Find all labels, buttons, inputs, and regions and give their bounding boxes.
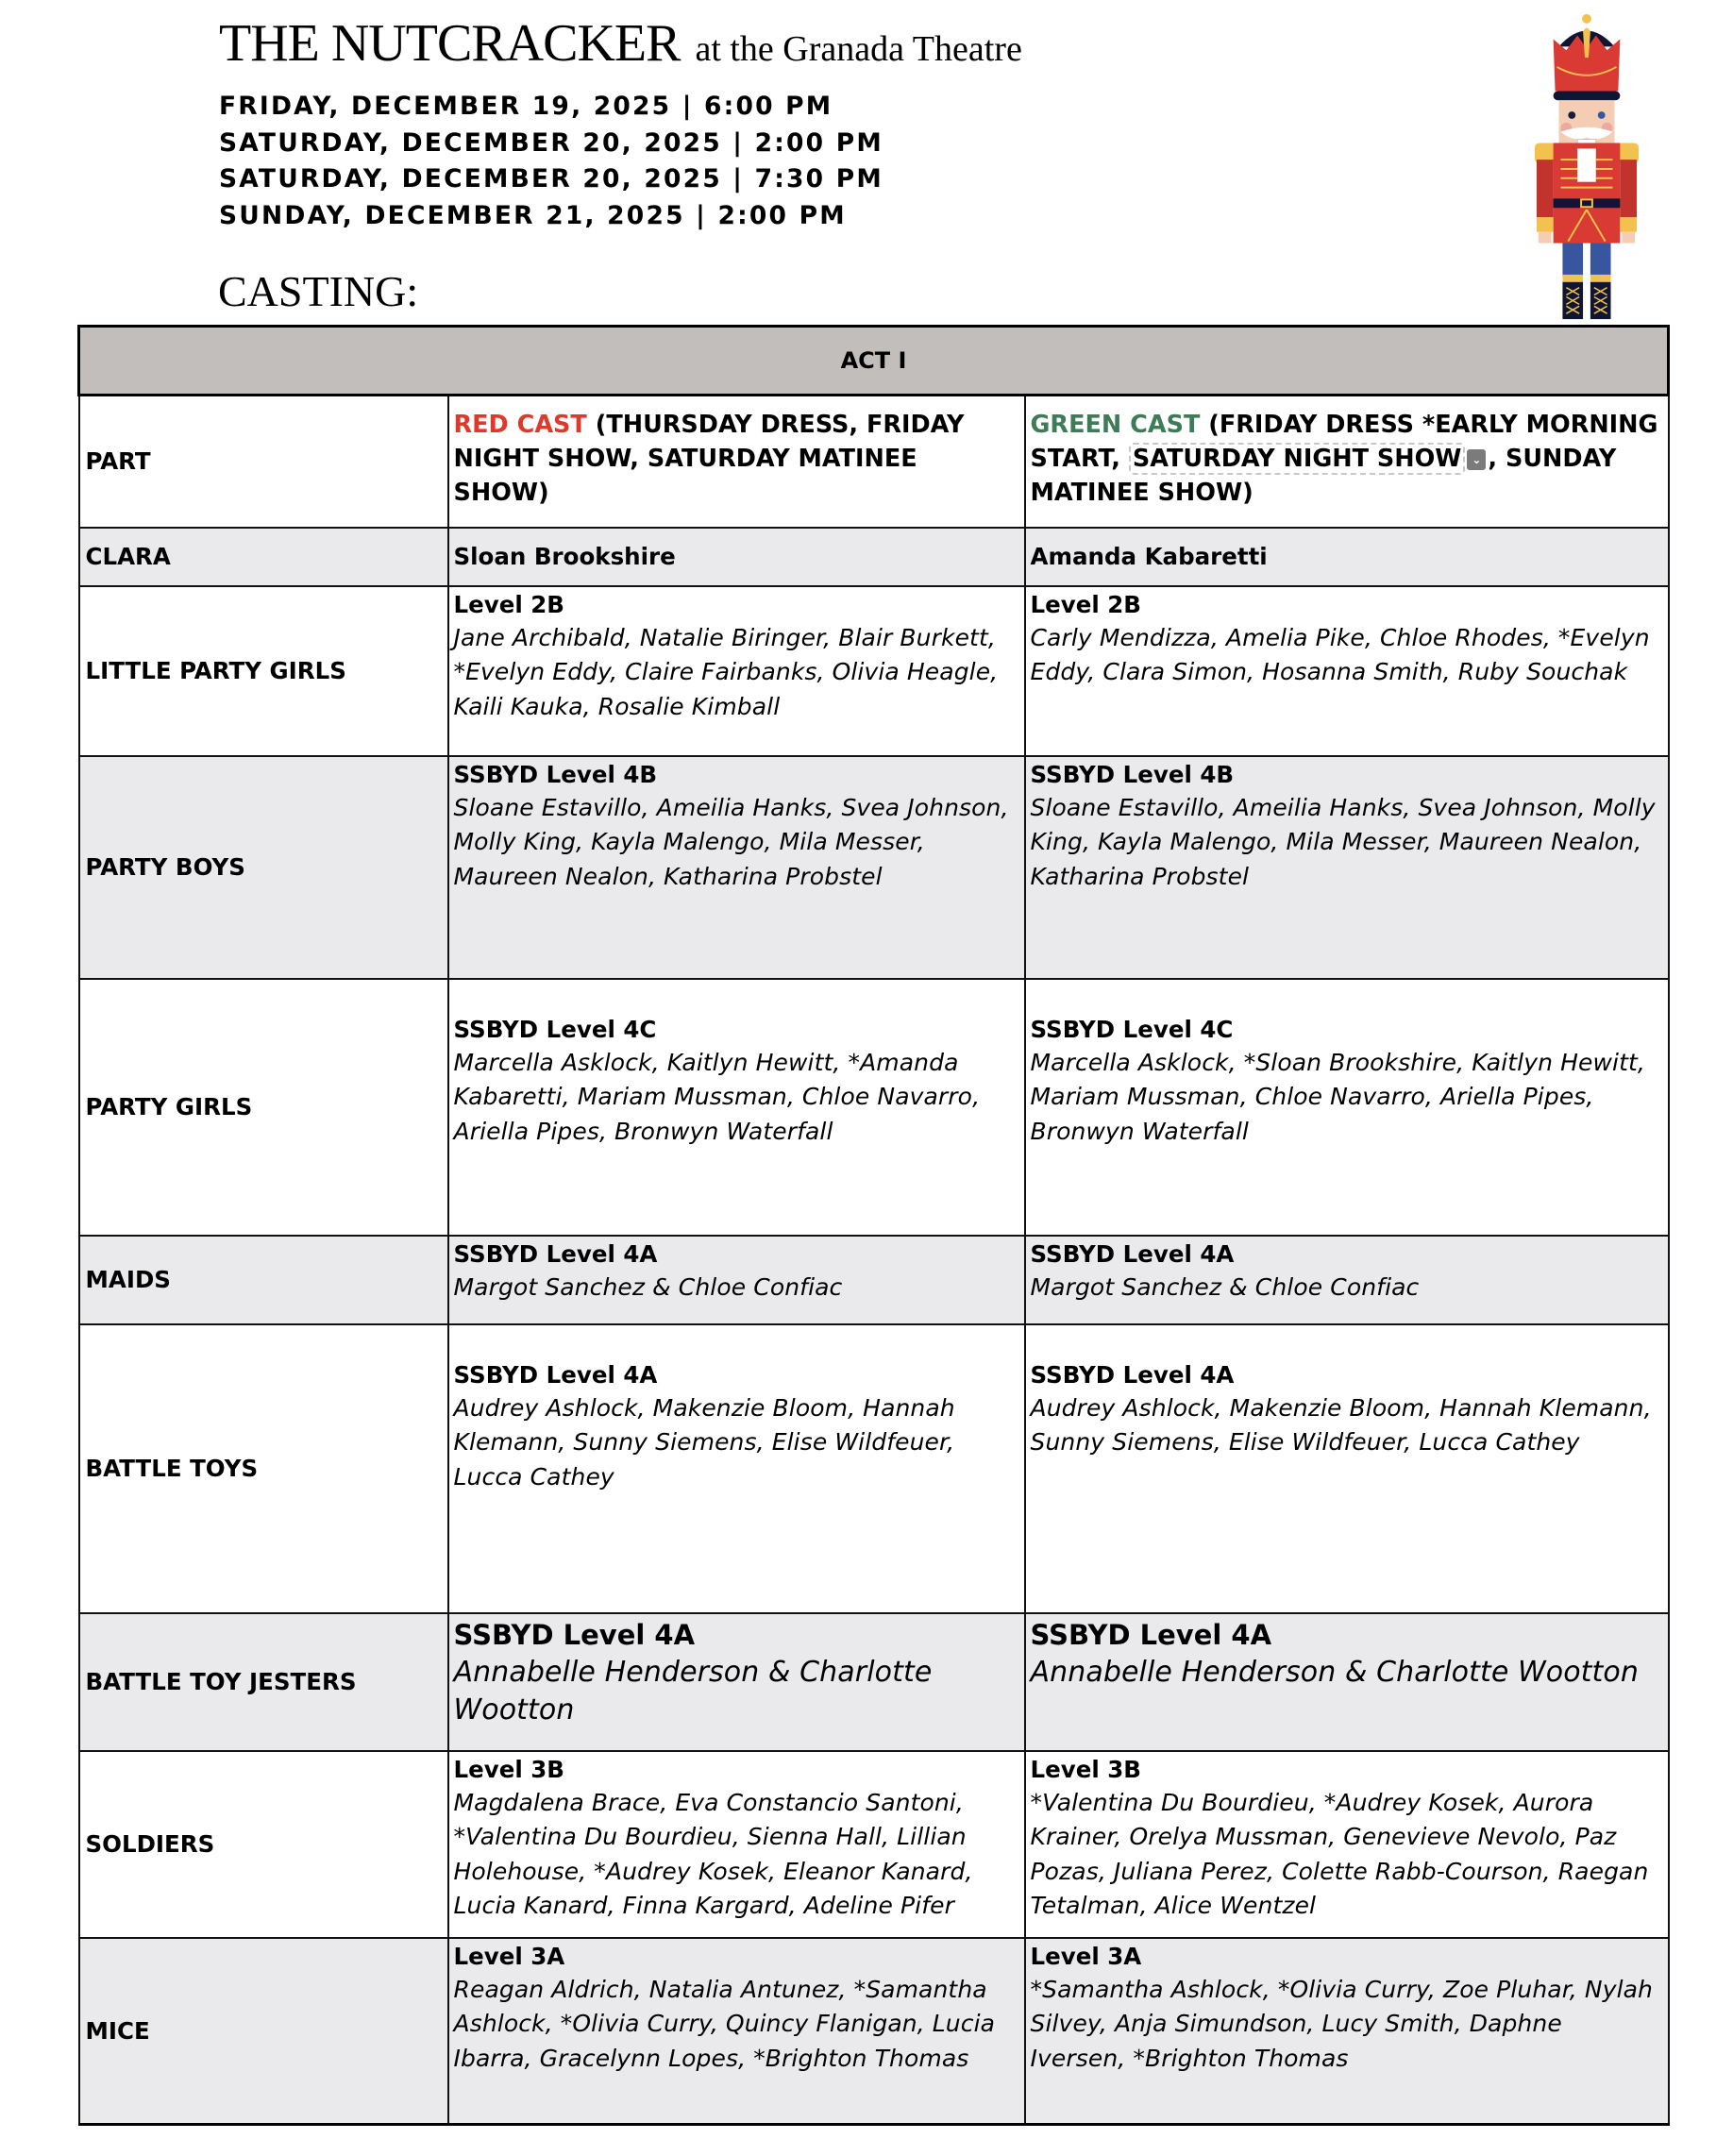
green-cast-cell [1025, 1751, 1669, 1938]
red-cast-cell [448, 1613, 1025, 1751]
act-header-row [79, 327, 1669, 396]
level-label: Level 2B [453, 590, 564, 618]
red-cast-cell [448, 528, 1025, 586]
level-label: SSBYD Level 4A [1030, 1360, 1235, 1389]
red-cast-cell [448, 586, 1025, 756]
cast-names: *Valentina Du Bourdieu, *Audrey Kosek, Aurora Krainer, Orelya Mussman, Genevieve Nevolo, Paz Pozas, Juliana Perez, Colette Rabb-Courson, Raegan Tetalman, Alice Wentzel [1030, 1788, 1649, 1919]
green-cast-cell [1025, 1938, 1669, 2125]
red-cast-cell [448, 1236, 1025, 1324]
cast-names: Jane Archibald, Natalie Biringer, Blair Burkett, *Evelyn Eddy, Claire Fairbanks, Olivia Heagle, Kaili Kauka, Rosalie Kimball [453, 623, 999, 720]
date-line: SATURDAY, DECEMBER 20, 2025 | 7:30 PM [219, 164, 883, 194]
table-row [79, 1751, 1669, 1938]
green-cast-cell [1025, 528, 1669, 586]
cast-names: Margot Sanchez & Chloe Confiac [1030, 1272, 1420, 1301]
part-name: PARTY GIRLS [79, 979, 448, 1236]
level-label: SSBYD Level 4B [453, 760, 658, 788]
act-label: ACT I [79, 327, 1669, 396]
level-label: Level 3A [453, 1942, 565, 1970]
nutcracker-illustration-icon [1524, 11, 1647, 323]
green-cast-detail: (FRIDAY DRESS *EARLY MORNING START, [1030, 411, 1658, 473]
cast-names: Marcella Asklock, *Sloan Brookshire, Kaitlyn Hewitt, Mariam Mussman, Chloe Navarro, Ariella Pipes, Bronwyn Waterfall [1030, 1048, 1645, 1145]
casting-heading: CASTING: [218, 267, 419, 315]
green-cast-name: GREEN CAST [1030, 411, 1201, 439]
green-cast-cell [1025, 1613, 1669, 1751]
cast-names: Marcella Asklock, Kaitlyn Hewitt, *Amanda Kabaretti, Mariam Mussman, Chloe Navarro, Ariella Pipes, Bronwyn Waterfall [453, 1048, 981, 1145]
date-line: SUNDAY, DECEMBER 21, 2025 | 2:00 PM [219, 200, 847, 230]
red-cast-cell [448, 1324, 1025, 1613]
level-label: SSBYD Level 4A [453, 1239, 658, 1268]
cast-names: Sloane Estavillo, Ameilia Hanks, Svea Johnson, Molly King, Kayla Malengo, Mila Messer, Maureen Nealon, Katharina Probstel [1030, 793, 1656, 890]
red-cast-name: RED CAST [453, 411, 587, 439]
casting-table [77, 325, 1670, 2126]
part-name: MICE [79, 1938, 448, 2125]
green-cast-cell [1025, 1236, 1669, 1324]
part-name: SOLDIERS [79, 1751, 448, 1938]
performance-dates [219, 89, 883, 234]
green-cast-cell [1025, 1324, 1669, 1613]
red-cast-detail: (THURSDAY DRESS, FRIDAY NIGHT SHOW, SATURDAY MATINEE SHOW) [453, 411, 965, 507]
cast-names: Magdalena Brace, Eva Constancio Santoni, *Valentina Du Bourdieu, Sienna Hall, Lillian Holehouse, *Audrey Kosek, Eleanor Kanard, Lucia Kanard, Finna Kargard, Adeline Pifer [453, 1788, 973, 1919]
table-row [79, 979, 1669, 1236]
cast-names: Annabelle Henderson & Charlotte Wootton [1030, 1655, 1639, 1689]
red-cast-cell [448, 979, 1025, 1236]
table-row [79, 528, 1669, 586]
text-selection[interactable] [1129, 445, 1489, 473]
title-main: THE NUTCRACKER [219, 14, 681, 73]
part-name: BATTLE TOYS [79, 1324, 448, 1613]
document-title [219, 13, 1022, 74]
red-cast-cell [448, 1938, 1025, 2125]
cast-names: Sloane Estavillo, Ameilia Hanks, Svea Johnson, Molly King, Kayla Malengo, Mila Messer, Maureen Nealon, Katharina Probstel [453, 793, 1009, 890]
table-row [79, 1938, 1669, 2125]
cast-member: Amanda Kabaretti [1030, 542, 1268, 570]
table-row [79, 1613, 1669, 1751]
level-label: SSBYD Level 4A [453, 1360, 658, 1389]
red-cast-header [448, 396, 1025, 528]
cast-names: Audrey Ashlock, Makenzie Bloom, Hannah Klemann, Sunny Siemens, Elise Wildfeuer, Lucca Cathey [453, 1393, 955, 1491]
table-row [79, 756, 1669, 979]
date-line: FRIDAY, DECEMBER 19, 2025 | 6:00 PM [219, 92, 833, 121]
title-venue: at the Granada Theatre [695, 29, 1022, 69]
level-label: SSBYD Level 4C [1030, 1015, 1234, 1043]
cast-names: *Samantha Ashlock, *Olivia Curry, Zoe Pluhar, Nylah Silvey, Anja Simundson, Lucy Smith, Daphne Iversen, *Brighton Thomas [1030, 1975, 1653, 2072]
level-label: Level 3B [453, 1755, 564, 1783]
part-name: CLARA [79, 528, 448, 586]
chevron-down-icon[interactable]: ⌄ [1467, 449, 1486, 470]
green-cast-header [1025, 396, 1669, 528]
red-cast-cell [448, 1751, 1025, 1938]
green-cast-detail-end: , SUNDAY MATINEE SHOW) [1030, 445, 1617, 507]
cast-member: Sloan Brookshire [453, 542, 676, 570]
level-label: SSBYD Level 4C [453, 1015, 657, 1043]
cast-names: Annabelle Henderson & Charlotte Wootton [453, 1655, 933, 1726]
level-label: Level 3B [1030, 1755, 1141, 1783]
level-label: Level 3A [1030, 1942, 1142, 1970]
cast-names: Carly Mendizza, Amelia Pike, Chloe Rhodes, *Evelyn Eddy, Clara Simon, Hosanna Smith, Ruby Souchak [1030, 623, 1650, 685]
red-cast-cell [448, 756, 1025, 979]
part-name: MAIDS [79, 1236, 448, 1324]
level-label: SSBYD Level 4A [453, 1618, 696, 1651]
green-cast-cell [1025, 586, 1669, 756]
level-label: SSBYD Level 4A [1030, 1239, 1235, 1268]
column-header-row [79, 396, 1669, 528]
table-row [79, 1236, 1669, 1324]
green-cast-cell [1025, 979, 1669, 1236]
level-label: SSBYD Level 4B [1030, 760, 1235, 788]
table-row [79, 586, 1669, 756]
level-label: SSBYD Level 4A [1030, 1618, 1272, 1651]
cast-names: Audrey Ashlock, Makenzie Bloom, Hannah Klemann, Sunny Siemens, Elise Wildfeuer, Lucca Cathey [1030, 1393, 1652, 1456]
table-row [79, 1324, 1669, 1613]
green-cast-cell [1025, 756, 1669, 979]
part-header: PART [79, 396, 448, 528]
cast-names: Reagan Aldrich, Natalia Antunez, *Samantha Ashlock, *Olivia Curry, Quincy Flanigan, Lucia Ibarra, Gracelynn Lopes, *Brighton Thomas [453, 1975, 996, 2072]
level-label: Level 2B [1030, 590, 1141, 618]
date-line: SATURDAY, DECEMBER 20, 2025 | 2:00 PM [219, 127, 883, 158]
part-name: LITTLE PARTY GIRLS [79, 586, 448, 756]
cast-names: Margot Sanchez & Chloe Confiac [453, 1272, 843, 1301]
part-name: BATTLE TOY JESTERS [79, 1613, 448, 1751]
selected-text: SATURDAY NIGHT SHOW [1129, 443, 1466, 475]
part-name: PARTY BOYS [79, 756, 448, 979]
